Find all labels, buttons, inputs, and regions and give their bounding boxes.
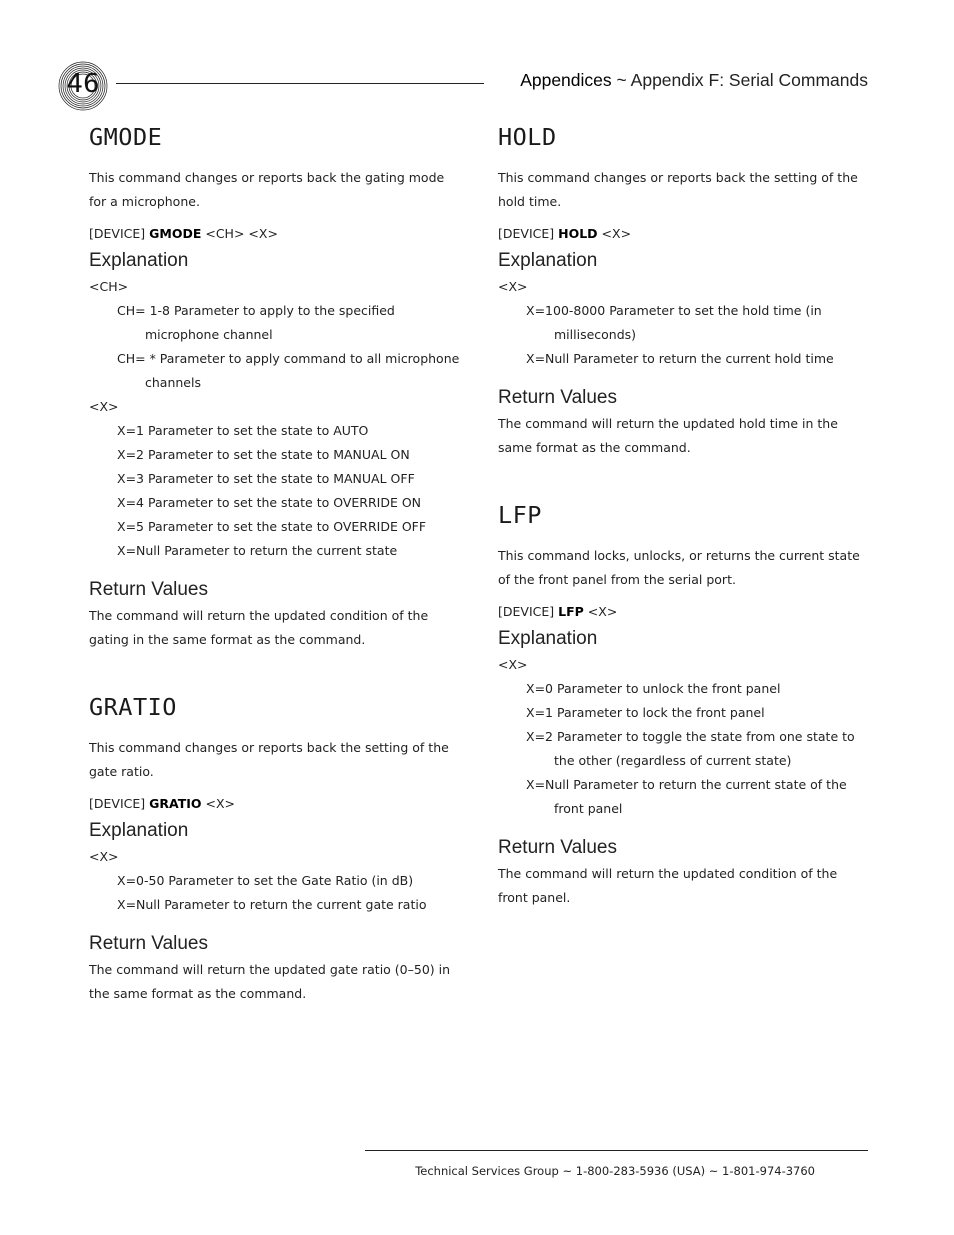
return-values-text: The command will return the updated hold time in the same format as the command. [498, 416, 838, 455]
return-values-heading: Return Values [498, 387, 617, 408]
param-tag: <X> [89, 849, 119, 864]
command-title: LFP [498, 501, 542, 529]
command-intro: This command changes or reports back the gating mode for a microphone. [89, 170, 445, 209]
param-line: X=1 Parameter to set the state to AUTO [117, 423, 369, 438]
header-rule [116, 83, 484, 84]
param-tag: <X> [498, 657, 528, 672]
command-syntax [498, 600, 870, 624]
header-section: Appendices [520, 70, 612, 90]
command-title: GRATIO [89, 693, 177, 721]
command-intro: This command changes or reports back the setting of the gate ratio. [89, 740, 449, 779]
command-title: GMODE [89, 123, 163, 151]
return-values-text: The command will return the updated condition of the front panel. [498, 866, 838, 905]
syntax-args: <X> [587, 604, 618, 619]
return-values-heading: Return Values [498, 837, 617, 858]
param-line: X=100-8000 Parameter to set the hold time (in milliseconds) [526, 303, 822, 342]
explanation-heading: Explanation [89, 820, 189, 841]
explanation-heading: Explanation [89, 250, 189, 271]
command-intro: This command changes or reports back the setting of the hold time. [498, 170, 858, 209]
param-line: X=Null Parameter to return the current gate ratio [117, 897, 427, 912]
syntax-args: <CH> <X> [205, 226, 278, 241]
syntax-command: HOLD [558, 226, 598, 241]
footer-rule [365, 1150, 868, 1151]
syntax-command: LFP [558, 604, 584, 619]
syntax-device: [DEVICE] [498, 226, 555, 241]
param-line: X=5 Parameter to set the state to OVERRIDE OFF [117, 519, 427, 534]
explanation-heading: Explanation [498, 628, 598, 649]
syntax-command: GRATIO [149, 796, 202, 811]
command-intro: This command locks, unlocks, or returns the current state of the front panel from the serial port. [498, 548, 860, 587]
header-subsection: Appendix F: Serial Commands [630, 70, 868, 90]
syntax-command: GMODE [149, 226, 202, 241]
footer-contact: Technical Services Group ~ 1-800-283-5936 (USA) ~ 1-801-974-3760 [415, 1164, 815, 1178]
page-number: 46 [66, 69, 100, 99]
command-syntax [498, 222, 870, 246]
command-title: HOLD [498, 123, 557, 151]
param-line: X=Null Parameter to return the current state [117, 543, 398, 558]
explanation-list [89, 275, 461, 563]
command-section-hold [498, 120, 870, 460]
right-column [498, 120, 870, 910]
param-line: X=Null Parameter to return the current hold time [526, 351, 834, 366]
return-values-heading: Return Values [89, 933, 208, 954]
syntax-device: [DEVICE] [89, 796, 146, 811]
syntax-args: <X> [205, 796, 236, 811]
param-tag: <X> [498, 279, 528, 294]
param-line: X=4 Parameter to set the state to OVERRIDE ON [117, 495, 422, 510]
return-values-heading: Return Values [89, 579, 208, 600]
param-line: CH= * Parameter to apply command to all microphone channels [117, 351, 460, 390]
param-line: X=0-50 Parameter to set the Gate Ratio (in dB) [117, 873, 414, 888]
param-line: X=1 Parameter to lock the front panel [526, 705, 765, 720]
syntax-args: <X> [601, 226, 632, 241]
param-line: X=2 Parameter to toggle the state from one state to the other (regardless of current state) [526, 729, 855, 768]
param-line: CH= 1-8 Parameter to apply to the specified microphone channel [117, 303, 395, 342]
syntax-device: [DEVICE] [89, 226, 146, 241]
param-line: X=2 Parameter to set the state to MANUAL ON [117, 447, 410, 462]
return-values-text: The command will return the updated gate ratio (0–50) in the same format as the command. [89, 962, 451, 1001]
page-number-badge [58, 61, 108, 111]
header-title [520, 70, 868, 91]
explanation-heading: Explanation [498, 250, 598, 271]
command-syntax [89, 792, 461, 816]
param-tag: <CH> [89, 279, 129, 294]
param-tag: <X> [89, 399, 119, 414]
return-values-text: The command will return the updated condition of the gating in the same format as the command. [89, 608, 429, 647]
param-line: X=0 Parameter to unlock the front panel [526, 681, 781, 696]
command-section-gmode [89, 120, 461, 652]
explanation-list [89, 845, 461, 917]
explanation-list [498, 653, 870, 821]
syntax-device: [DEVICE] [498, 604, 555, 619]
param-line: X=Null Parameter to return the current state of the front panel [526, 777, 847, 816]
header-separator: ~ [616, 70, 627, 90]
command-syntax [89, 222, 461, 246]
command-section-lfp [498, 498, 870, 910]
left-column [89, 120, 461, 1006]
command-section-gratio [89, 690, 461, 1006]
param-line: X=3 Parameter to set the state to MANUAL OFF [117, 471, 415, 486]
explanation-list [498, 275, 870, 371]
